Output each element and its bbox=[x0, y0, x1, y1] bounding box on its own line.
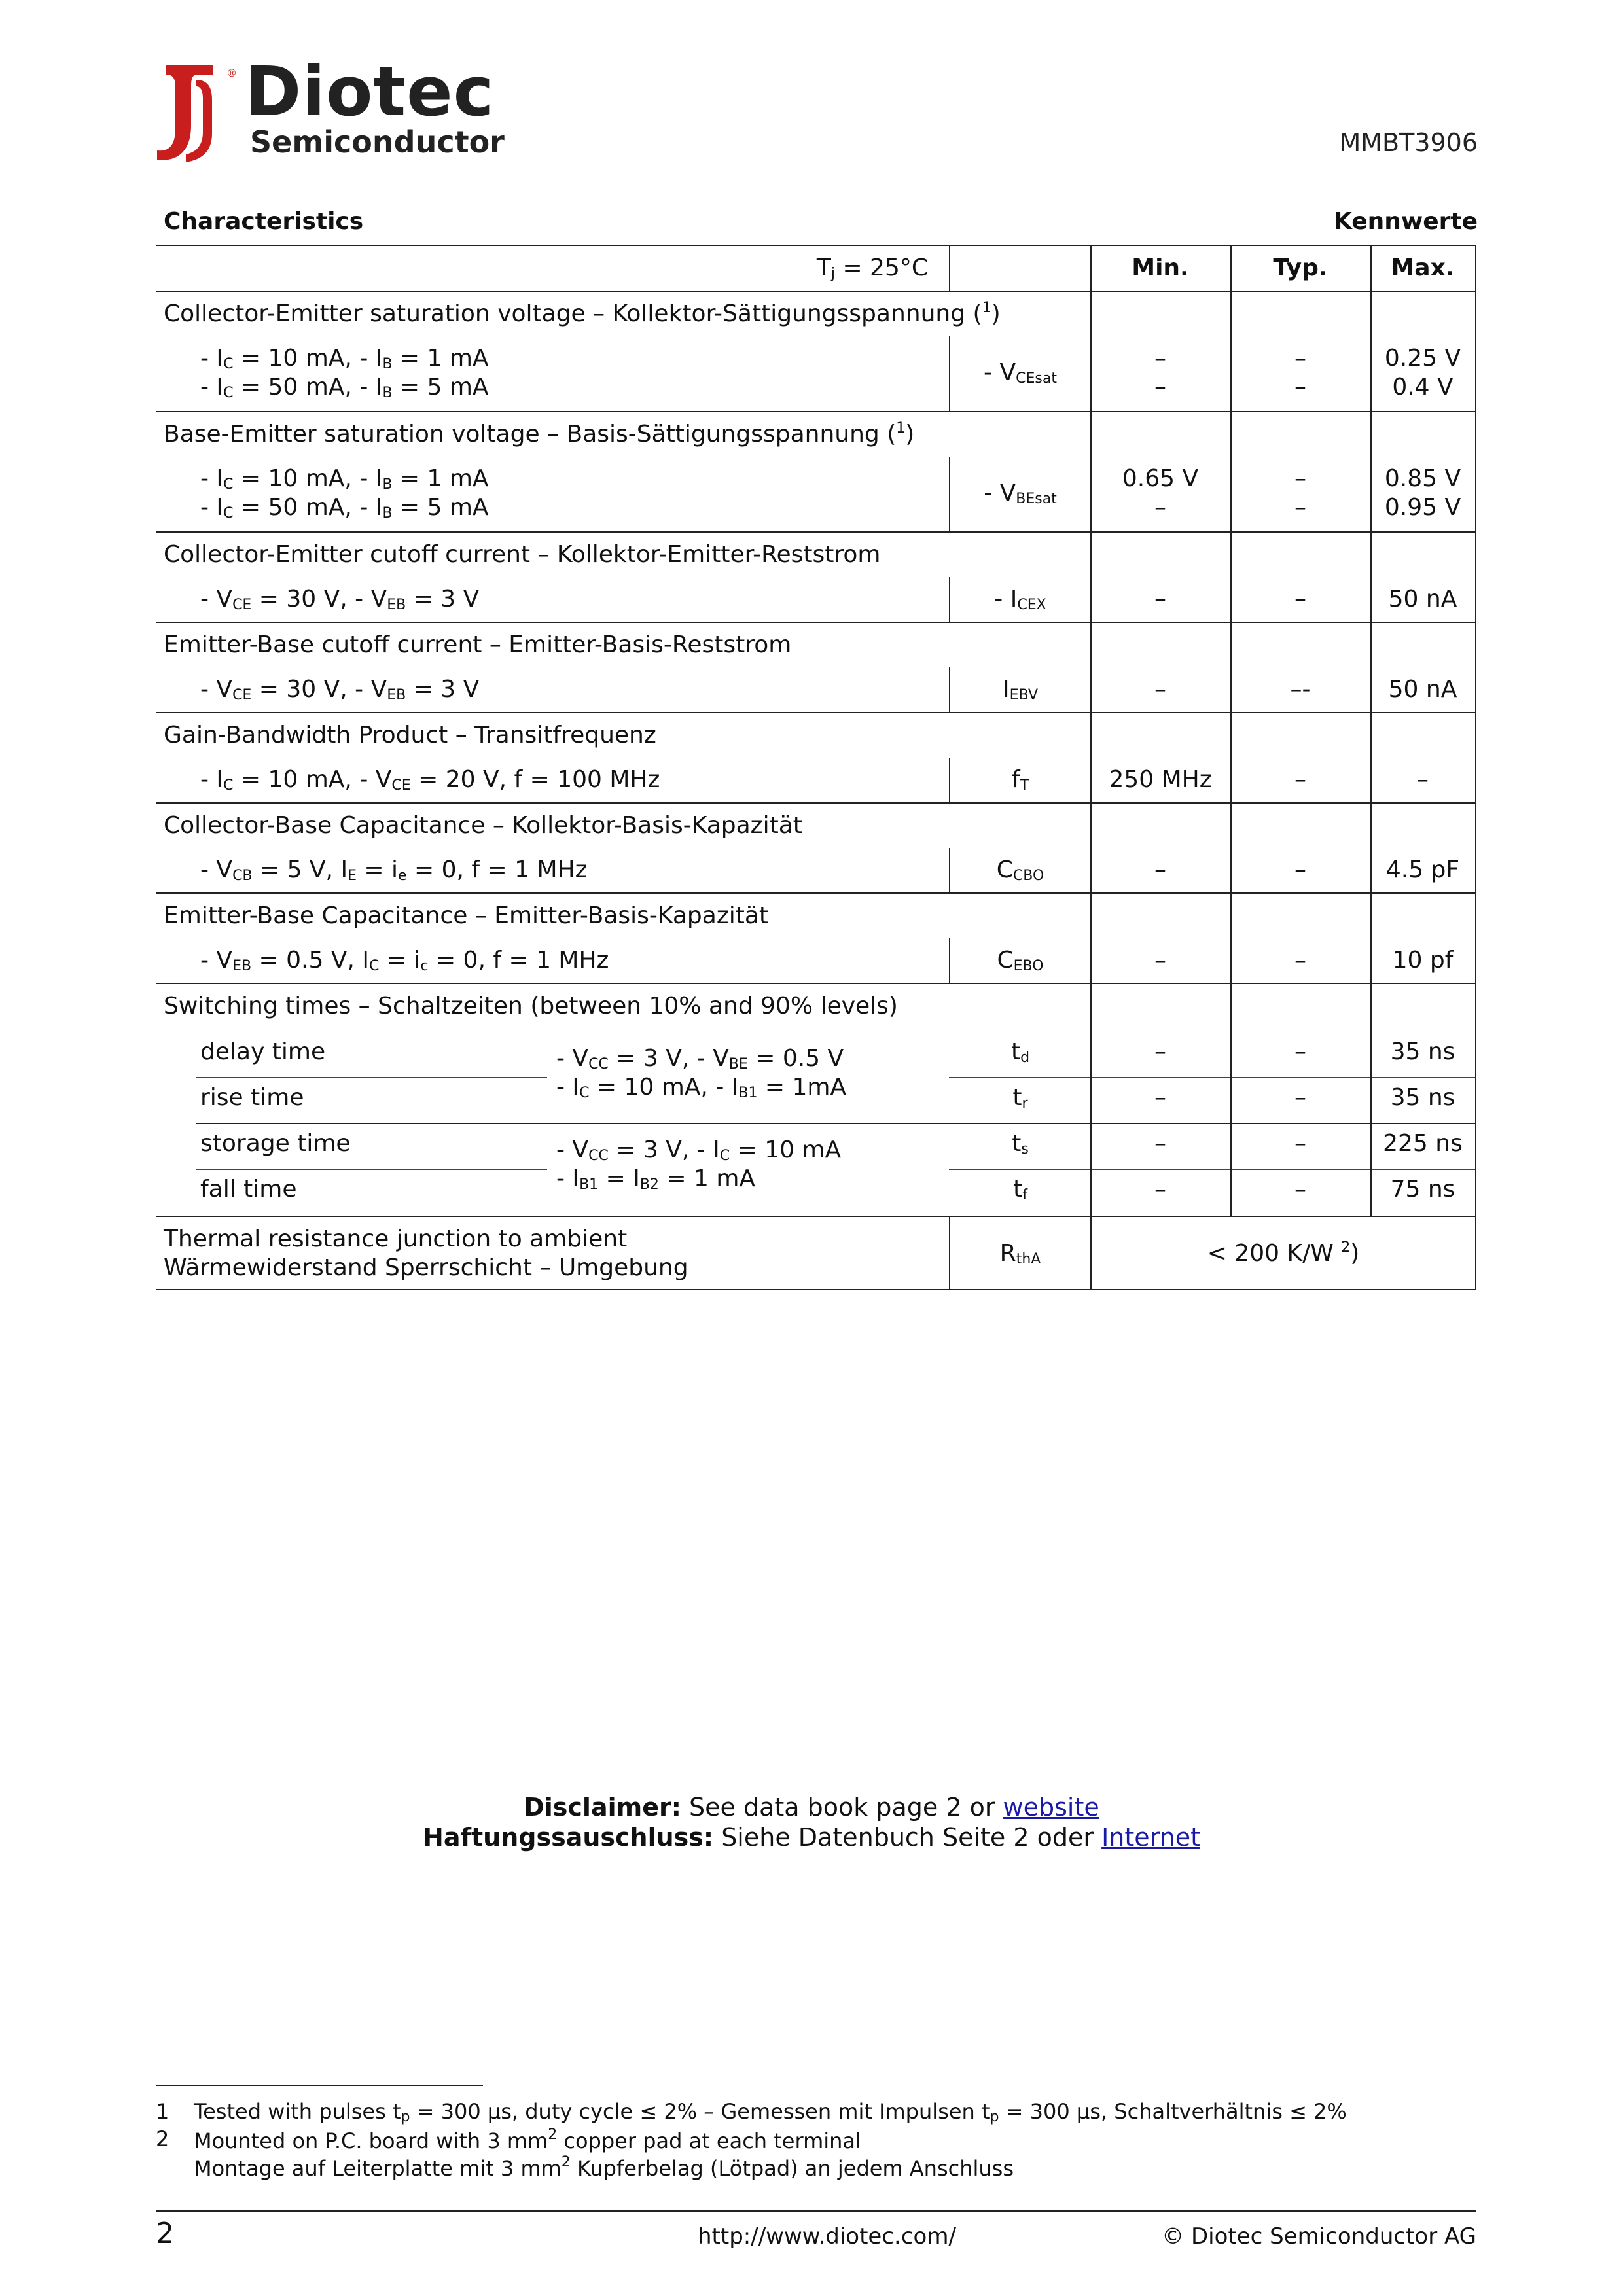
row-title: Emitter-Base Capacitance – Emitter-Basis-Kapazität bbox=[164, 902, 769, 929]
min-value: – bbox=[1154, 676, 1166, 703]
max-value: 35 ns bbox=[1390, 1038, 1455, 1065]
disclaimer-de: Haftungssauschluss: Siehe Datenbuch Seite 2 oder Internet bbox=[423, 1822, 1200, 1852]
typ-value: – bbox=[1294, 1084, 1306, 1111]
symbol: CEBO bbox=[997, 947, 1044, 974]
test-condition: - IC = 10 mA, - IB1 = 1mA bbox=[556, 1074, 847, 1101]
table-rule bbox=[156, 1216, 1476, 1217]
typ-value: – bbox=[1294, 947, 1306, 974]
test-condition: - VCC = 3 V, - VBE = 0.5 V bbox=[556, 1045, 844, 1072]
max-value: 0.4 V bbox=[1392, 374, 1454, 400]
row-title: Collector-Base Capacitance – Kollektor-Basis-Kapazität bbox=[164, 812, 802, 839]
company-logo bbox=[153, 52, 505, 165]
test-condition: - VCB = 5 V, IE = ie = 0, f = 1 MHz bbox=[200, 857, 588, 884]
table-rule bbox=[196, 1123, 1476, 1124]
symbol: IEBV bbox=[1003, 676, 1038, 703]
typ-value: – bbox=[1294, 494, 1306, 521]
test-condition: - IC = 50 mA, - IB = 5 mA bbox=[200, 374, 489, 401]
max-value: 0.25 V bbox=[1384, 345, 1461, 372]
typ-value: – bbox=[1294, 345, 1306, 372]
max-value: 225 ns bbox=[1383, 1130, 1463, 1157]
test-condition: - VCC = 3 V, - IC = 10 mA bbox=[556, 1137, 842, 1164]
typ-value: – bbox=[1294, 586, 1306, 612]
symbol: CCBO bbox=[996, 857, 1044, 884]
registered-mark: ® bbox=[226, 67, 237, 79]
page-number: 2 bbox=[156, 2217, 174, 2250]
table-rule bbox=[156, 712, 1476, 713]
footer-divider bbox=[156, 2210, 1476, 2212]
max-value: 10 pf bbox=[1392, 947, 1454, 974]
min-value: 250 MHz bbox=[1109, 766, 1212, 793]
switching-label: fall time bbox=[200, 1176, 297, 1203]
symbol: tf bbox=[1013, 1176, 1027, 1203]
typ-value: – bbox=[1294, 1176, 1306, 1203]
table-rule bbox=[156, 983, 1476, 984]
row-title: Gain-Bandwidth Product – Transitfrequenz bbox=[164, 722, 656, 749]
max-value: – bbox=[1417, 766, 1429, 793]
typ-value: – bbox=[1294, 766, 1306, 793]
switching-label: rise time bbox=[200, 1084, 304, 1111]
internet-link[interactable]: Internet bbox=[1101, 1822, 1200, 1852]
table-rule bbox=[156, 291, 1476, 292]
table-rule bbox=[156, 245, 1476, 246]
section-title-de: Kennwerte bbox=[1334, 208, 1478, 235]
test-condition: - IC = 10 mA, - IB = 1 mA bbox=[200, 465, 489, 493]
website-link[interactable]: website bbox=[1003, 1793, 1099, 1822]
test-condition: - IC = 10 mA, - VCE = 20 V, f = 100 MHz bbox=[200, 766, 660, 794]
footnote-divider bbox=[156, 2085, 483, 2086]
row-title: Collector-Emitter cutoff current – Kollektor-Emitter-Reststrom bbox=[164, 541, 881, 568]
table-rule bbox=[1475, 245, 1476, 1290]
typ-value: – bbox=[1294, 857, 1306, 883]
table-rule bbox=[196, 1169, 547, 1170]
max-value: 50 nA bbox=[1388, 676, 1457, 703]
col-min-header: Min. bbox=[1132, 255, 1189, 281]
brand-subtitle: Semiconductor bbox=[250, 124, 505, 160]
test-condition: - VCE = 30 V, - VEB = 3 V bbox=[200, 676, 480, 703]
typ-value: –- bbox=[1290, 676, 1311, 703]
test-condition: - IC = 10 mA, - IB = 1 mA bbox=[200, 345, 489, 372]
symbol: - VCEsat bbox=[984, 359, 1057, 387]
min-value: – bbox=[1154, 374, 1166, 400]
row-title: Thermal resistance junction to ambient bbox=[164, 1226, 628, 1252]
footnote-2: Mounted on P.C. board with 3 $mm^2$ copper pad at each terminal bbox=[194, 2127, 861, 2153]
footnote-number: 2 bbox=[156, 2127, 169, 2151]
diotec-logo-mark-icon bbox=[153, 60, 225, 165]
table-rule bbox=[156, 1289, 1476, 1290]
row-title: Emitter-Base cutoff current – Emitter-Basis-Reststrom bbox=[164, 631, 792, 658]
symbol: fT bbox=[1011, 766, 1029, 794]
row-title: Collector-Emitter saturation voltage – Kollektor-Sättigungsspannung ($^1$) bbox=[164, 300, 1001, 327]
switching-label: delay time bbox=[200, 1038, 326, 1065]
disclaimer-en: Disclaimer: See data book page 2 or website bbox=[524, 1793, 1099, 1822]
max-value: 0.95 V bbox=[1384, 494, 1461, 521]
table-rule bbox=[949, 245, 950, 291]
min-value: – bbox=[1154, 494, 1166, 521]
table-rule bbox=[156, 622, 1476, 623]
footnote-1: Tested with pulses tp = 300 µs, duty cycle ≤ 2% – Gemessen mit Impulsen tp = 300 µs, Schaltverhältnis ≤ 2% bbox=[194, 2099, 1347, 2125]
footer-copyright: © Diotec Semiconductor AG bbox=[1162, 2223, 1476, 2250]
symbol: td bbox=[1010, 1038, 1030, 1066]
typ-value: – bbox=[1294, 1038, 1306, 1065]
max-value: 75 ns bbox=[1390, 1176, 1455, 1203]
min-value: 0.65 V bbox=[1122, 465, 1199, 492]
min-value: – bbox=[1154, 1038, 1166, 1065]
min-value: – bbox=[1154, 1084, 1166, 1111]
characteristics-table bbox=[156, 245, 1476, 1290]
symbol: ts bbox=[1012, 1130, 1029, 1157]
thermal-resistance-value: < 200 K/W $^2$) bbox=[1207, 1239, 1360, 1267]
footnote-number: 1 bbox=[156, 2099, 169, 2124]
symbol: - ICEX bbox=[994, 586, 1046, 613]
test-condition: - IC = 50 mA, - IB = 5 mA bbox=[200, 494, 489, 521]
table-rule bbox=[949, 1077, 1476, 1078]
min-value: – bbox=[1154, 947, 1166, 974]
condition-header: Tj = 25°C bbox=[816, 255, 928, 282]
typ-value: – bbox=[1294, 374, 1306, 400]
table-rule bbox=[949, 1169, 1476, 1170]
max-value: 50 nA bbox=[1388, 586, 1457, 612]
footnote-2-de: Montage auf Leiterplatte mit 3 $mm^2$ Kupferbelag (Lötpad) an jedem Anschluss bbox=[194, 2154, 1014, 2181]
col-typ-header: Typ. bbox=[1273, 255, 1328, 281]
min-value: – bbox=[1154, 1176, 1166, 1203]
min-value: – bbox=[1154, 1130, 1166, 1157]
typ-value: – bbox=[1294, 1130, 1306, 1157]
disclaimer bbox=[0, 1793, 1623, 1852]
switching-label: storage time bbox=[200, 1130, 351, 1157]
max-value: 0.85 V bbox=[1384, 465, 1461, 492]
min-value: – bbox=[1154, 857, 1166, 883]
test-condition: - VEB = 0.5 V, IC = ic = 0, f = 1 MHz bbox=[200, 947, 609, 974]
typ-value: – bbox=[1294, 465, 1306, 492]
row-title: Base-Emitter saturation voltage – Basis-Sättigungsspannung ($^1$) bbox=[164, 420, 915, 448]
col-max-header: Max. bbox=[1391, 255, 1455, 281]
table-rule bbox=[156, 892, 1476, 894]
min-value: – bbox=[1154, 345, 1166, 372]
test-condition: - IB1 = IB2 = 1 mA bbox=[556, 1165, 756, 1193]
test-condition: - VCE = 30 V, - VEB = 3 V bbox=[200, 586, 480, 613]
symbol: tr bbox=[1012, 1084, 1028, 1112]
row-title: Wärmewiderstand Sperrschicht – Umgebung bbox=[164, 1254, 688, 1281]
row-title: Switching times – Schaltzeiten (between 10% and 90% levels) bbox=[164, 993, 898, 1019]
footer-url[interactable]: http://www.diotec.com/ bbox=[698, 2223, 956, 2250]
max-value: 35 ns bbox=[1390, 1084, 1455, 1111]
part-number: MMBT3906 bbox=[1339, 128, 1478, 157]
section-title-en: Characteristics bbox=[164, 208, 364, 235]
table-rule bbox=[156, 802, 1476, 804]
symbol: RthA bbox=[999, 1240, 1041, 1267]
min-value: – bbox=[1154, 586, 1166, 612]
table-rule bbox=[196, 1077, 547, 1078]
symbol: - VBEsat bbox=[984, 480, 1057, 507]
table-rule bbox=[156, 411, 1476, 412]
max-value: 4.5 pF bbox=[1385, 857, 1460, 883]
brand-name: Diotec bbox=[245, 52, 495, 132]
table-rule bbox=[156, 531, 1476, 533]
